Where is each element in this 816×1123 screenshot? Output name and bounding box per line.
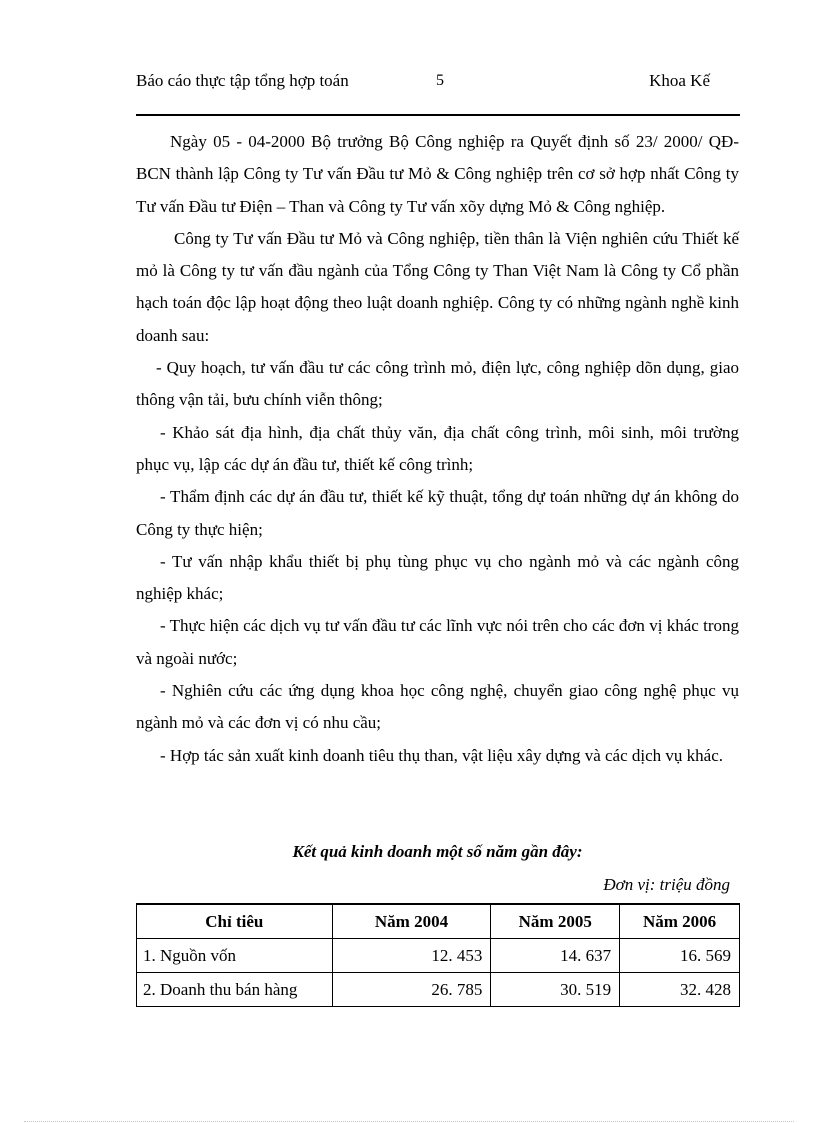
page-header (136, 70, 740, 116)
list-item-cooperation: - Hợp tác sản xuất kinh doanh tiêu thụ than, vật liệu xây dựng và các dịch vụ khác. (160, 745, 723, 765)
cell-value: 14. 637 (491, 939, 620, 973)
list-item-import: - Tư vấn nhập khẩu thiết bị phụ tùng phục vụ cho ngành mỏ và các ngành công nghiệp khác; (136, 551, 739, 604)
cell-value: 16. 569 (620, 939, 740, 973)
header-right-title: Khoa Kế (649, 71, 710, 90)
list-item-planning: - Quy hoạch, tư vấn đầu tư các công trình mỏ, điện lực, công nghiệp dõn dụng, giao thông vận tải, bưu chính viễn thông; (136, 358, 739, 410)
header-year-2006: Năm 2006 (620, 904, 740, 939)
table-row (137, 939, 740, 973)
header-indicator: Chỉ tiêu (137, 904, 333, 939)
page-number: 5 (436, 72, 444, 89)
list-item-survey: - Khảo sát địa hình, địa chất thủy văn, địa chất công trình, môi sinh, môi trường phục vụ, lập các dự án đầu tư, thiết kế công trình; (136, 422, 739, 474)
header-year-2005: Năm 2005 (491, 904, 620, 939)
row-label: 2. Doanh thu bán hàng (137, 973, 333, 1007)
table-row (137, 973, 740, 1007)
page-bottom-divider (24, 1121, 794, 1122)
paragraph-company-intro: Công ty Tư vấn Đầu tư Mỏ và Công nghiệp, tiền thân là Viện nghiên cứu Thiết kế mỏ là Công ty tư vấn đầu ngành của Tổng Công ty Than Việt Nam là Công ty Cổ phần hạch toán độc lập hoạt động theo luật doanh nghiệp. Công ty có những ngành nghề kinh doanh sau: (136, 228, 739, 345)
header-left-title: Báo cáo thực tập tổng hợp toán (136, 71, 349, 90)
paragraph-establishment: Ngày 05 - 04-2000 Bộ trưởng Bộ Công nghiệp ra Quyết định số 23/ 2000/ QĐ-BCN thành lập Công ty Tư vấn Đầu tư Mỏ & Công nghiệp trên cơ sở hợp nhất Công ty Tư vấn Đầu tư Điện – Than và Công ty Tư vấn xõy dựng Mỏ & Công nghiệp. (136, 132, 739, 216)
list-item-services: - Thực hiện các dịch vụ tư vấn đầu tư các lĩnh vực nói trên cho các đơn vị khác trong và ngoài nước; (136, 616, 739, 668)
table-header-row (137, 904, 740, 939)
header-year-2004: Năm 2004 (332, 904, 491, 939)
row-label: 1. Nguồn vốn (137, 939, 333, 973)
list-item-appraisal: - Thẩm định các dự án đầu tư, thiết kế kỹ thuật, tổng dự toán những dự án không do Công ty thực hiện; (136, 487, 739, 539)
table-title: Kết quả kinh doanh một số năm gần đây: (292, 842, 583, 861)
list-item-research: - Nghiên cứu các ứng dụng khoa học công nghệ, chuyển giao công nghệ phục vụ ngành mỏ và các đơn vị có nhu cầu; (136, 681, 739, 733)
cell-value: 30. 519 (491, 973, 620, 1007)
cell-value: 12. 453 (332, 939, 491, 973)
body-text (136, 126, 739, 772)
cell-value: 32. 428 (620, 973, 740, 1007)
table-unit: Đơn vị: triệu đồng (603, 875, 730, 894)
cell-value: 26. 785 (332, 973, 491, 1007)
results-table (136, 903, 740, 1007)
